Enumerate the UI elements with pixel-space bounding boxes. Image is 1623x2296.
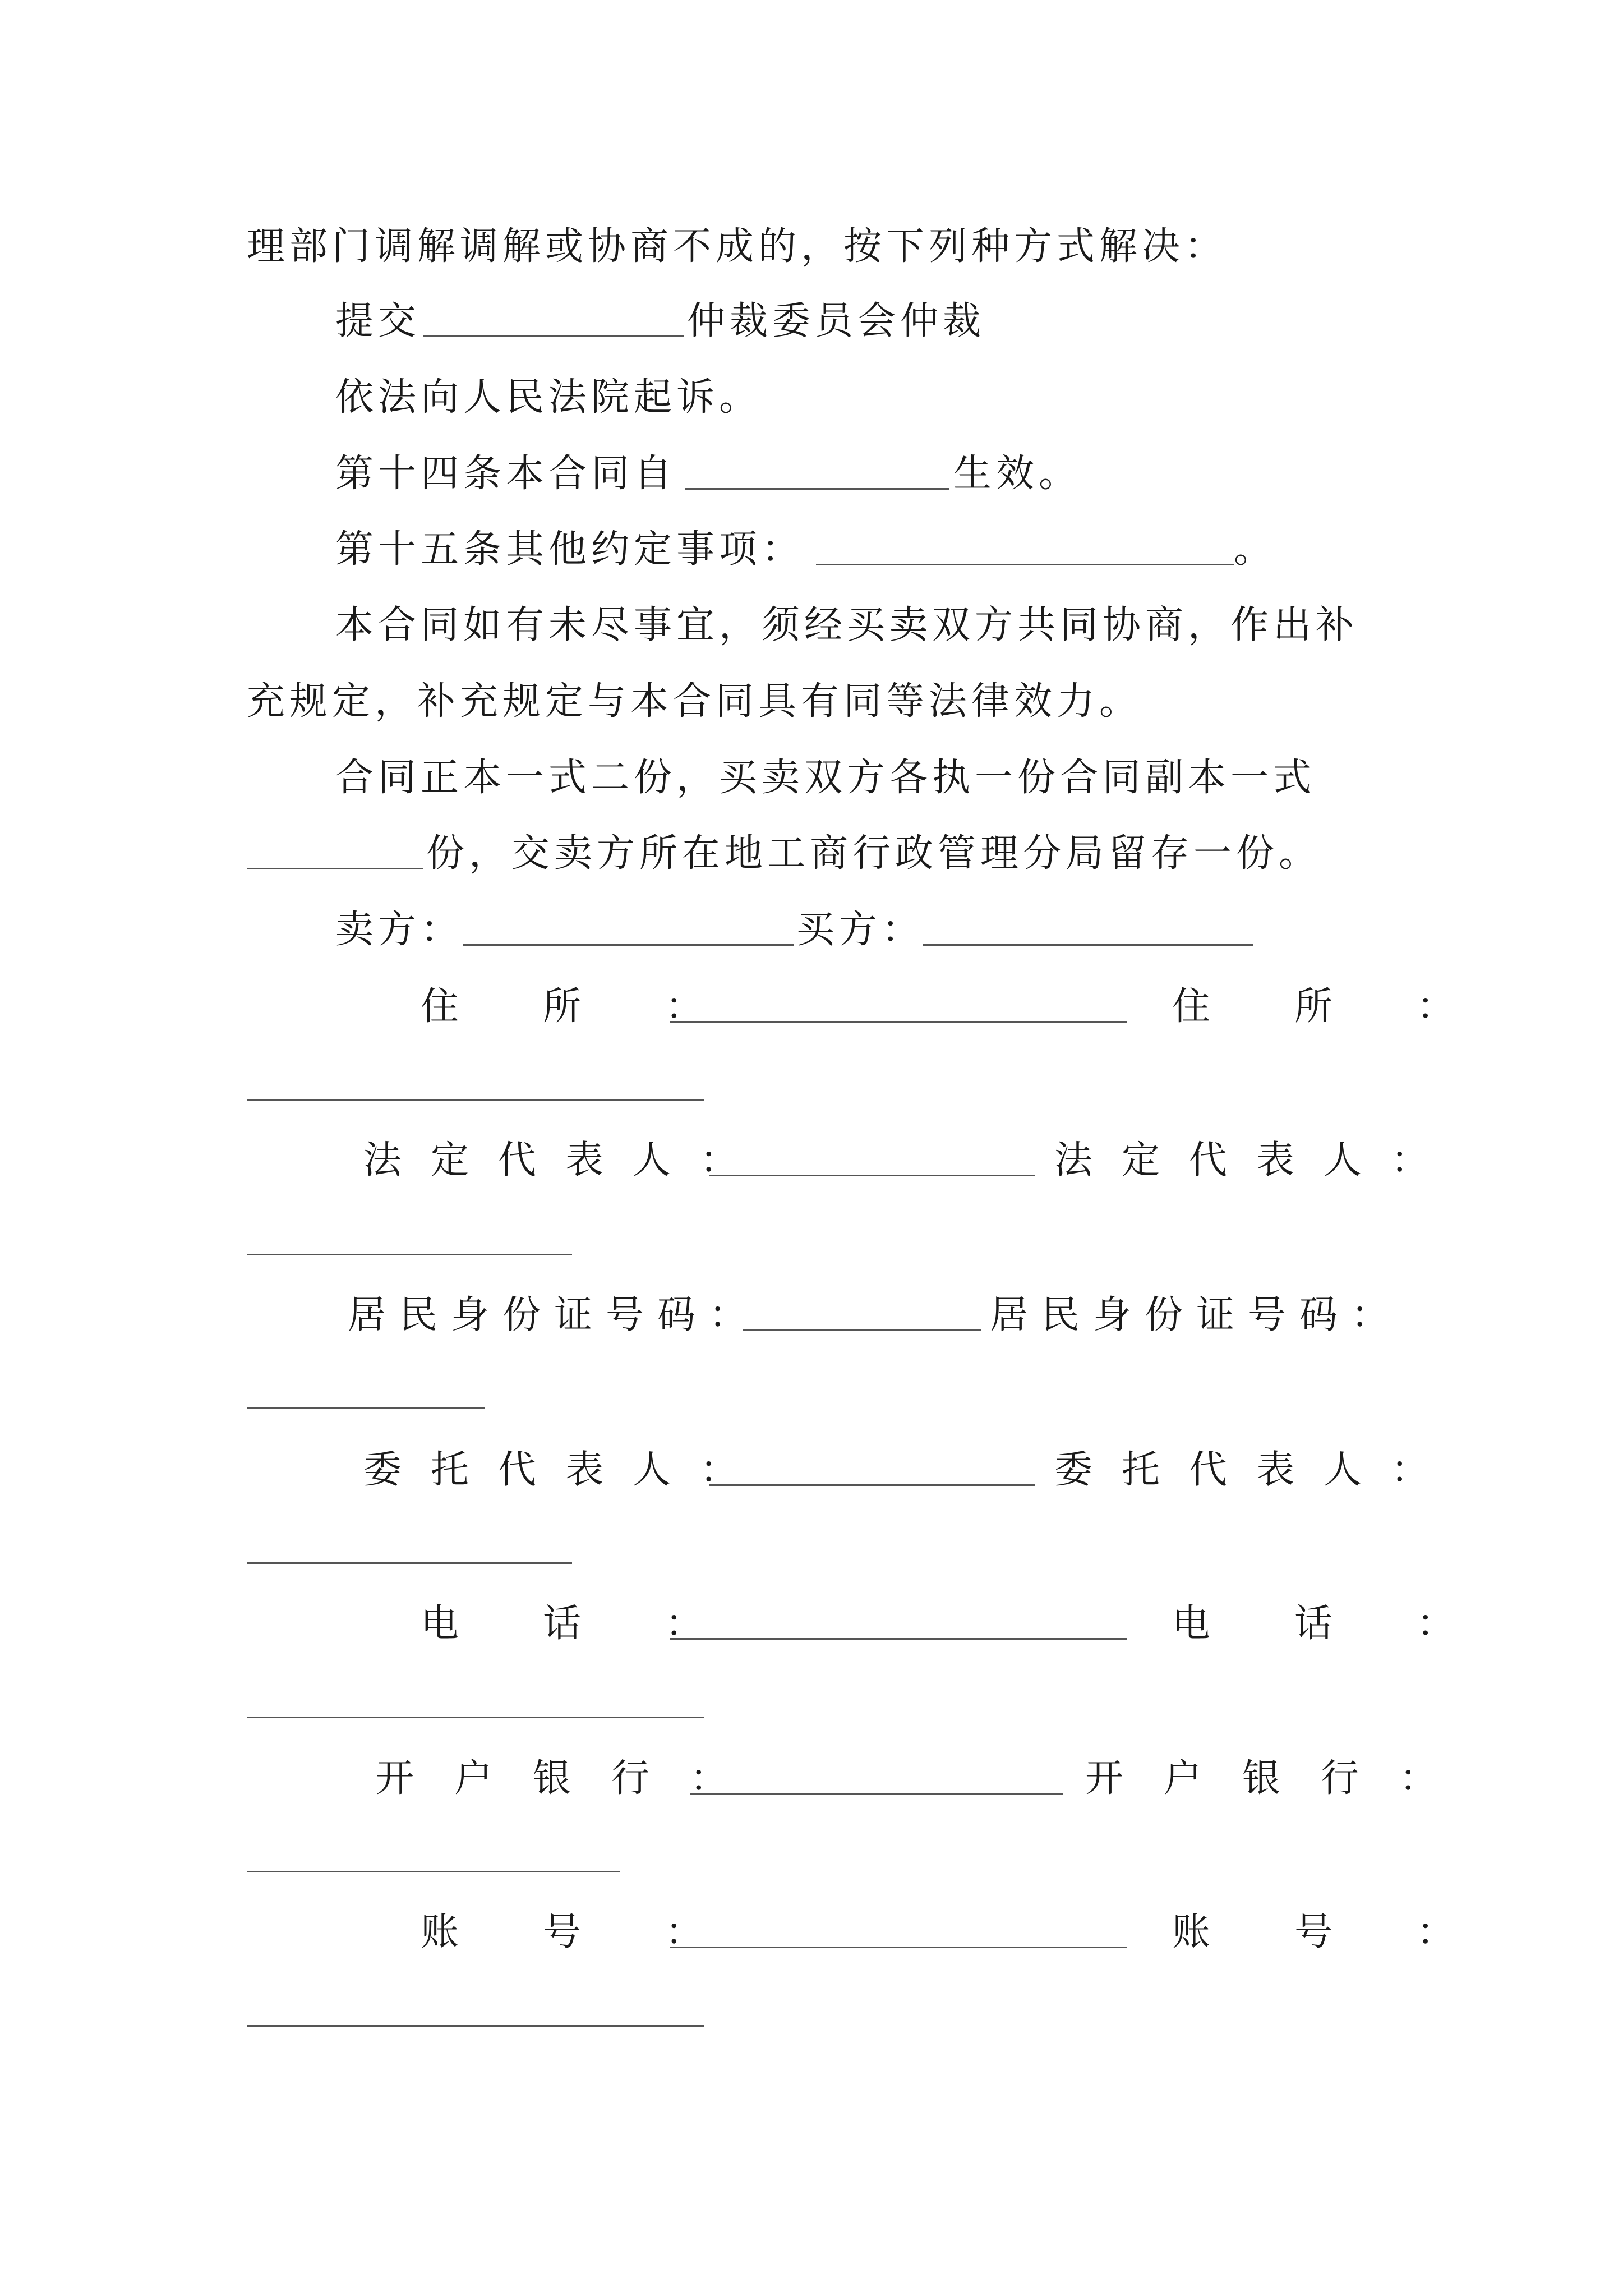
paragraph-supplement-line1 (0, 595, 1623, 656)
buyer-bank-blank[interactable] (247, 1871, 620, 1872)
buyer-phone-label: 电话： (1172, 1602, 1539, 1646)
seller-bank-label: 开户银行： (376, 1756, 769, 1801)
buyer-blank[interactable] (923, 944, 1253, 946)
buyer-bank-label: 开户银行： (1085, 1756, 1478, 1801)
address-row (0, 976, 1623, 1038)
seller-label: 卖方： (335, 908, 464, 952)
seller-address-label: 住所： (421, 984, 788, 1029)
paragraph-text: 仲裁委员会仲裁 (687, 299, 986, 343)
paragraph-text: 提交 (335, 299, 421, 343)
seller-agent-label: 委托代表人： (363, 1448, 768, 1492)
paragraph-text: 理部门调解调解或协商不成的，按下列种方式解决： (247, 224, 1228, 269)
bank-row (0, 1748, 1623, 1810)
legal-rep-continuation (0, 1209, 1623, 1271)
phone-row (0, 1593, 1623, 1655)
id-number-row (0, 1285, 1623, 1346)
article-15 (0, 519, 1623, 581)
paragraph-text: 本合同如有未尽事宜，须经买卖双方共同协商，作出补 (335, 603, 1359, 647)
id-number-continuation (0, 1362, 1623, 1424)
paragraph-text: 。 (1234, 527, 1277, 572)
paragraph-text: 充规定，补充规定与本合同具有同等法律效力。 (247, 679, 1142, 724)
paragraph-copies-line1 (0, 747, 1623, 809)
buyer-legal-rep-blank[interactable] (247, 1254, 572, 1255)
seller-legal-rep-blank[interactable] (709, 1175, 1035, 1176)
seller-phone-label: 电话： (421, 1602, 788, 1646)
seller-address-blank[interactable] (670, 1021, 1127, 1023)
buyer-agent-label: 委托代表人： (1054, 1448, 1459, 1492)
buyer-address-blank[interactable] (247, 1099, 704, 1101)
paragraph-supplement-line2 (0, 671, 1623, 733)
account-row (0, 1902, 1623, 1963)
paragraph-text: 生效。 (953, 452, 1082, 496)
buyer-id-blank[interactable] (247, 1407, 485, 1409)
paragraph-arbitration (0, 291, 1623, 352)
buyer-address-label: 住所： (1172, 984, 1539, 1029)
paragraph-copies-line2 (0, 823, 1623, 885)
effective-date-blank[interactable] (685, 488, 949, 490)
arbitration-commission-blank[interactable] (423, 335, 684, 337)
phone-continuation (0, 1672, 1623, 1733)
paragraph-lawsuit (0, 367, 1623, 429)
other-matters-blank[interactable] (816, 564, 1234, 565)
address-continuation (0, 1055, 1623, 1116)
account-continuation (0, 1980, 1623, 2042)
legal-rep-row (0, 1130, 1623, 1191)
buyer-legal-rep-label: 法定代表人： (1054, 1138, 1459, 1182)
copies-count-blank[interactable] (247, 868, 423, 869)
buyer-label: 买方： (796, 908, 925, 952)
seller-agent-blank[interactable] (709, 1484, 1035, 1486)
agent-continuation (0, 1517, 1623, 1579)
seller-id-blank[interactable] (743, 1329, 981, 1331)
bank-continuation (0, 1826, 1623, 1888)
buyer-account-blank[interactable] (247, 2025, 704, 2027)
seller-blank[interactable] (463, 944, 794, 946)
seller-account-blank[interactable] (670, 1947, 1127, 1948)
paragraph-text: 第十五条其他约定事项： (335, 527, 805, 572)
buyer-account-label: 账号： (1172, 1910, 1539, 1954)
paragraph-text: 依法向人民法院起诉。 (335, 375, 762, 420)
buyer-agent-blank[interactable] (247, 1562, 572, 1564)
seller-account-label: 账号： (421, 1910, 788, 1954)
paragraph-text: 第十四条本合同自 (335, 452, 677, 496)
article-14 (0, 443, 1623, 505)
seller-bank-blank[interactable] (690, 1793, 1063, 1795)
paragraph-text: 份，交卖方所在地工商行政管理分局留存一份。 (426, 831, 1322, 876)
party-row (0, 899, 1623, 961)
seller-phone-blank[interactable] (670, 1638, 1127, 1640)
paragraph-dispute-resolution (0, 216, 1623, 278)
paragraph-text: 合同正本一式二份，买卖双方各执一份合同副本一式 (335, 756, 1316, 800)
buyer-phone-blank[interactable] (247, 1717, 704, 1718)
seller-id-label: 居民身份证号码： (348, 1293, 761, 1337)
agent-row (0, 1439, 1623, 1501)
buyer-id-label: 居民身份证号码： (990, 1293, 1403, 1337)
seller-legal-rep-label: 法定代表人： (363, 1138, 768, 1182)
